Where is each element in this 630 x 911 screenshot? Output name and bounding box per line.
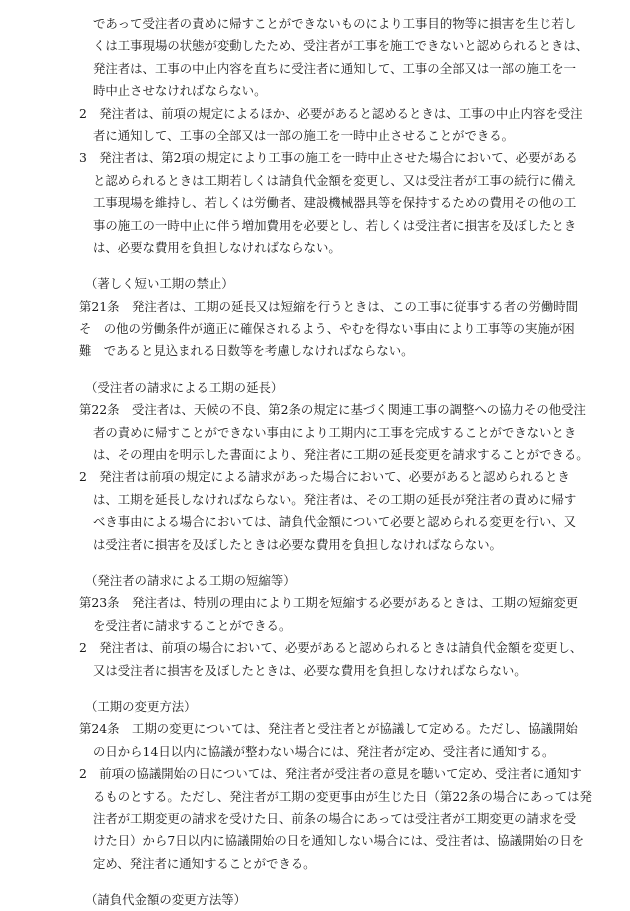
text-line-continued: は、工期を延長しなければならない。発注者は、その工期の延長が発注者の責めに帰す bbox=[93, 491, 577, 507]
document-page bbox=[79, 13, 609, 911]
text-line-continued: 事の施工の一時中止に伴う増加費用を必要とし、若しくは受注者に損害を及ぼしたとき bbox=[93, 217, 577, 233]
text-line-continued: けた日）から7日以内に協議開始の日を通知しない場合には、受注者は、協議開始の日を bbox=[93, 833, 585, 849]
text-line-continued: と認められるときは工期若しくは請負代金額を変更し、又は受注者が工事の続行に備え bbox=[93, 172, 577, 188]
text-line-continued: は受注者に損害を及ぼしたときは必要な費用を負担しなければならない。 bbox=[93, 536, 502, 552]
text-line-clause: そ の他の労働条件が適正に確保されるよう、やむを得ない事由により工事等の実施が困 bbox=[79, 321, 575, 337]
text-line-continued: であって受注者の責めに帰すことができないものにより工事目的物等に損害を生じ若し bbox=[93, 16, 577, 31]
text-line-clause: 第24条 工期の変更については、発注者と受注者とが協議して定める。ただし、協議開始 bbox=[79, 721, 578, 737]
text-line-continued: くは工事現場の状態が変動したため、受注者が工事を施工できないと認められるときは、 bbox=[93, 38, 589, 54]
text-line-clause: 第21条 発注者は、工期の延長又は短縮を行うときは、この工事に従事する者の労働時間 bbox=[79, 298, 579, 314]
text-line-continued: 又は受注者に損害を及ぼしたときは、必要な費用を負担しなければならない。 bbox=[93, 662, 527, 678]
text-line-continued: 時中止させなければならない。 bbox=[93, 83, 267, 99]
paragraph-gap bbox=[79, 875, 609, 889]
paragraph-gap bbox=[79, 259, 609, 273]
text-line-continued: 注者が工期変更の請求を受けた日、前条の場合にあっては受注者が工期変更の請求を受 bbox=[93, 810, 577, 826]
text-line-continued: 発注者は、工事の中止内容を直ちに受注者に通知して、工事の全部又は一部の施工を一 bbox=[93, 60, 576, 76]
text-line-clause: 難 であると見込まれる日数等を考慮しなければならない。 bbox=[79, 343, 414, 359]
text-line-clause: 第23条 発注者は、特別の理由により工期を短縮する必要があるときは、工期の短縮変更 bbox=[79, 595, 579, 611]
text-line-clause: 2 発注者は前項の規定による請求があった場合において、必要があると認められるとき bbox=[79, 469, 570, 485]
article-caption: （著しく短い工期の禁止） bbox=[85, 276, 234, 292]
text-line-continued: 工事現場を維持し、若しくは労働者、建設機械器具等を保持するための費用その他の工 bbox=[93, 195, 577, 211]
text-line-continued: を受注者に請求することができる。 bbox=[93, 617, 292, 633]
text-line-clause: 2 発注者は、前項の場合において、必要があると認められるときは請負代金額を変更し、 bbox=[79, 640, 583, 656]
paragraph-gap bbox=[79, 363, 609, 377]
text-line-continued: 者に通知して、工事の全部又は一部の施工を一時中止させることができる。 bbox=[93, 127, 515, 143]
paragraph-gap bbox=[79, 682, 609, 696]
article-caption: （受注者の請求による工期の延長） bbox=[85, 379, 284, 395]
text-line-clause: 2 発注者は、前項の規定によるほか、必要があると認めるときは、工事の中止内容を受注 bbox=[79, 105, 583, 121]
article-caption: （工期の変更方法） bbox=[85, 698, 197, 714]
text-line-continued: るものとする。ただし、発注者が工期の変更事由が生じた日（第22条の場合にあっては発 bbox=[93, 788, 592, 804]
text-line-continued: 者の責めに帰すことができない事由により工期内に工事を完成することができないとき bbox=[93, 424, 577, 440]
text-line-clause: 2 前項の協議開始の日については、発注者が受注者の意見を聴いて定め、受注者に通知す bbox=[79, 766, 582, 782]
paragraph-gap bbox=[79, 556, 609, 570]
text-line-clause: 3 発注者は、第2項の規定により工事の施工を一時中止させた場合において、必要がある bbox=[79, 150, 578, 166]
article-caption: （発注者の請求による工期の短縮等） bbox=[85, 572, 296, 588]
text-line-continued: は、必要な費用を負担しなければならない。 bbox=[93, 239, 341, 255]
text-line-continued: の日から14日以内に協議が整わない場合には、発注者が定め、受注者に通知する。 bbox=[93, 743, 555, 759]
text-line-continued: 定め、発注者に通知することができる。 bbox=[93, 855, 316, 871]
text-line-continued: べき事由による場合においては、請負代金額について必要と認められる変更を行い、又 bbox=[93, 514, 576, 530]
text-line-continued: は、その理由を明示した書面により、発注者に工期の延長変更を請求することができる。 bbox=[93, 447, 589, 463]
article-caption: （請負代金額の変更方法等） bbox=[85, 892, 247, 908]
text-line-clause: 第22条 受注者は、天候の不良、第2条の規定に基づく関連工事の調整への協力その他受注 bbox=[79, 402, 586, 418]
